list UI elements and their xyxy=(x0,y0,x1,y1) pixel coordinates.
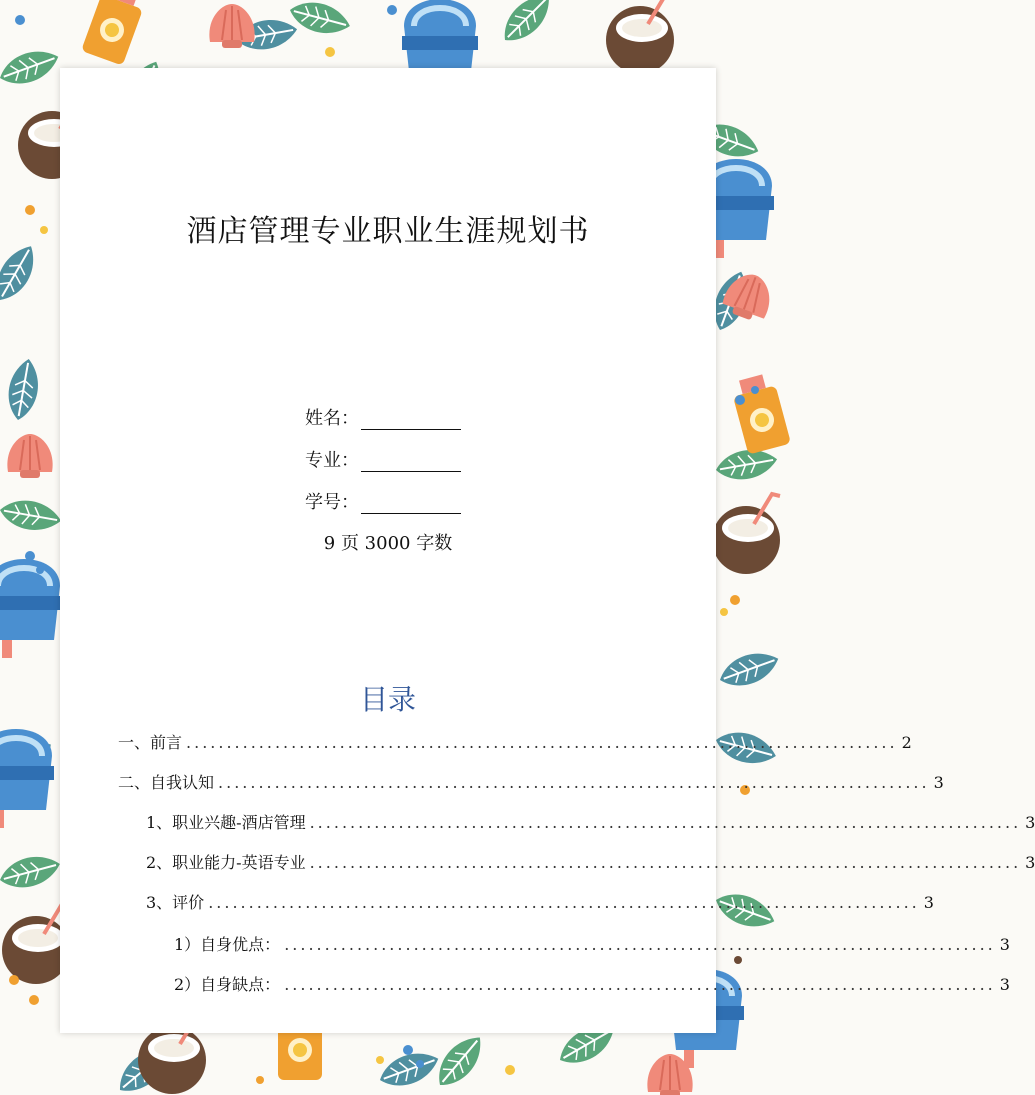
toc-item-page: 3 xyxy=(999,935,1010,954)
toc-item-label: 1、职业兴趣-酒店管理 xyxy=(146,813,306,832)
toc-item-page: 3 xyxy=(1025,853,1035,872)
major-field-blank xyxy=(361,453,461,472)
toc-item xyxy=(174,932,1010,954)
toc-leader-dots: ........................................................................................ xyxy=(208,893,920,912)
toc-item-label: 2）自身缺点： xyxy=(174,975,281,994)
student-id-field xyxy=(305,488,461,514)
name-field xyxy=(305,404,461,430)
page-word-count: 9 页 3000 字数 xyxy=(323,533,453,554)
toc-item-label: 2、职业能力-英语专业 xyxy=(146,853,306,872)
toc-item xyxy=(146,850,1035,872)
toc-item-page: 3 xyxy=(1025,813,1035,832)
toc-leader-dots: ........................................................................................ xyxy=(309,853,1022,872)
toc-item-page: 3 xyxy=(933,773,944,792)
toc-item-label: 3、评价 xyxy=(146,893,205,912)
student-id-field-label: 学号： xyxy=(305,492,359,513)
toc-leader-dots: ........................................................................................ xyxy=(284,975,996,994)
toc-item xyxy=(146,810,1035,832)
toc-item xyxy=(146,890,934,912)
toc-heading: 目录 xyxy=(359,683,416,716)
student-id-field-blank xyxy=(361,495,461,514)
toc-item-page: 3 xyxy=(923,893,934,912)
document-page xyxy=(60,68,1035,1033)
toc-leader-dots: ........................................................................................ xyxy=(186,733,898,752)
toc-leader-dots: ........................................................................................ xyxy=(309,813,1022,832)
toc-leader-dots: ........................................................................................ xyxy=(284,935,996,954)
toc-item xyxy=(118,770,944,792)
major-field xyxy=(305,446,461,472)
toc-item-page: 3 xyxy=(999,975,1010,994)
name-field-blank xyxy=(361,411,461,430)
toc-item-label: 1）自身优点： xyxy=(174,935,281,954)
toc-item xyxy=(174,972,1010,994)
toc-item-page: 2 xyxy=(901,733,912,752)
document-title: 酒店管理专业职业生涯规划书 xyxy=(186,214,590,249)
major-field-label: 专业： xyxy=(305,450,359,471)
toc-item-label: 二、自我认知 xyxy=(118,773,215,792)
toc-leader-dots: ........................................................................................ xyxy=(218,773,930,792)
name-field-label: 姓名： xyxy=(305,408,359,429)
toc-item xyxy=(118,730,912,752)
toc-item-label: 一、前言 xyxy=(118,733,183,752)
